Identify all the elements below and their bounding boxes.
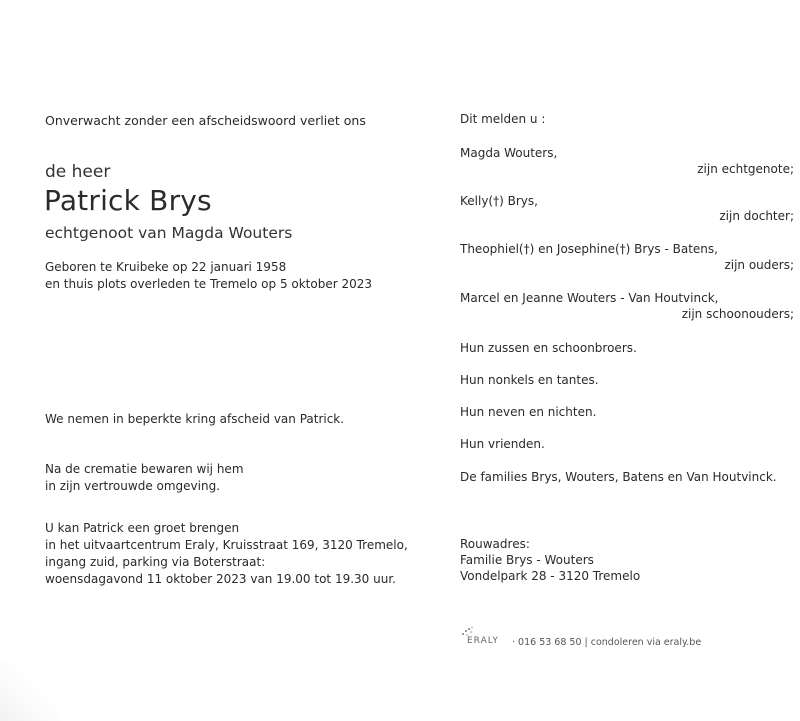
address-label: Rouwadres: [460,537,530,551]
family-line: De families Brys, Wouters, Batens en Van Houtvinck. [460,470,777,484]
family-line: Hun neven en nichten. [460,405,597,419]
footer-contact: · 016 53 68 50 | condoleren via eraly.be [512,637,702,648]
family-line: Hun nonkels en tantes. [460,373,599,387]
address-name: Familie Brys - Wouters [460,553,594,567]
relative-name: Theophiel(†) en Josephine(†) Brys - Batens, [460,242,718,256]
relative-name: Magda Wouters, [460,146,558,160]
visit-line-3: ingang zuid, parking via Boterstraat: [45,555,266,569]
relative-role: zijn schoonouders; [681,307,794,321]
visit-line-4: woensdagavond 11 oktober 2023 van 19.00 tot 19.30 uur. [45,572,396,586]
deceased-name: Patrick Brys [44,184,212,217]
announcement-header: Dit melden u : [460,112,546,126]
eraly-logo [458,626,510,652]
spouse-line: echtgenoot van Magda Wouters [45,224,293,242]
visit-line-1: U kan Patrick een groet brengen [45,521,240,535]
cremation-line-1: Na de crematie bewaren wij hem [45,462,244,476]
honorific: de heer [45,162,111,182]
birth-line: Geboren te Kruibeke op 22 januari 1958 [45,260,287,274]
cremation-line-2: in zijn vertrouwde omgeving. [45,479,221,493]
paper-fold-shadow [0,661,60,721]
family-line: Hun vrienden. [460,437,545,451]
visit-line-2: in het uitvaartcentrum Eraly, Kruisstraat 169, 3120 Tremelo, [45,538,408,552]
relative-name: Kelly(†) Brys, [460,194,538,208]
relative-role: zijn echtgenote; [697,162,794,176]
farewell-line: We nemen in beperkte kring afscheid van Patrick. [45,412,345,426]
relative-name: Marcel en Jeanne Wouters - Van Houtvinck, [460,291,719,305]
family-line: Hun zussen en schoonbroers. [460,341,637,355]
relative-role: zijn dochter; [719,209,794,223]
eraly-wordmark: ERALY [467,636,500,646]
death-line: en thuis plots overleden te Tremelo op 5 oktober 2023 [45,277,373,291]
relative-role: zijn ouders; [724,258,794,272]
address-street: Vondelpark 28 - 3120 Tremelo [460,569,641,583]
intro-text: Onverwacht zonder een afscheidswoord verliet ons [45,113,366,128]
